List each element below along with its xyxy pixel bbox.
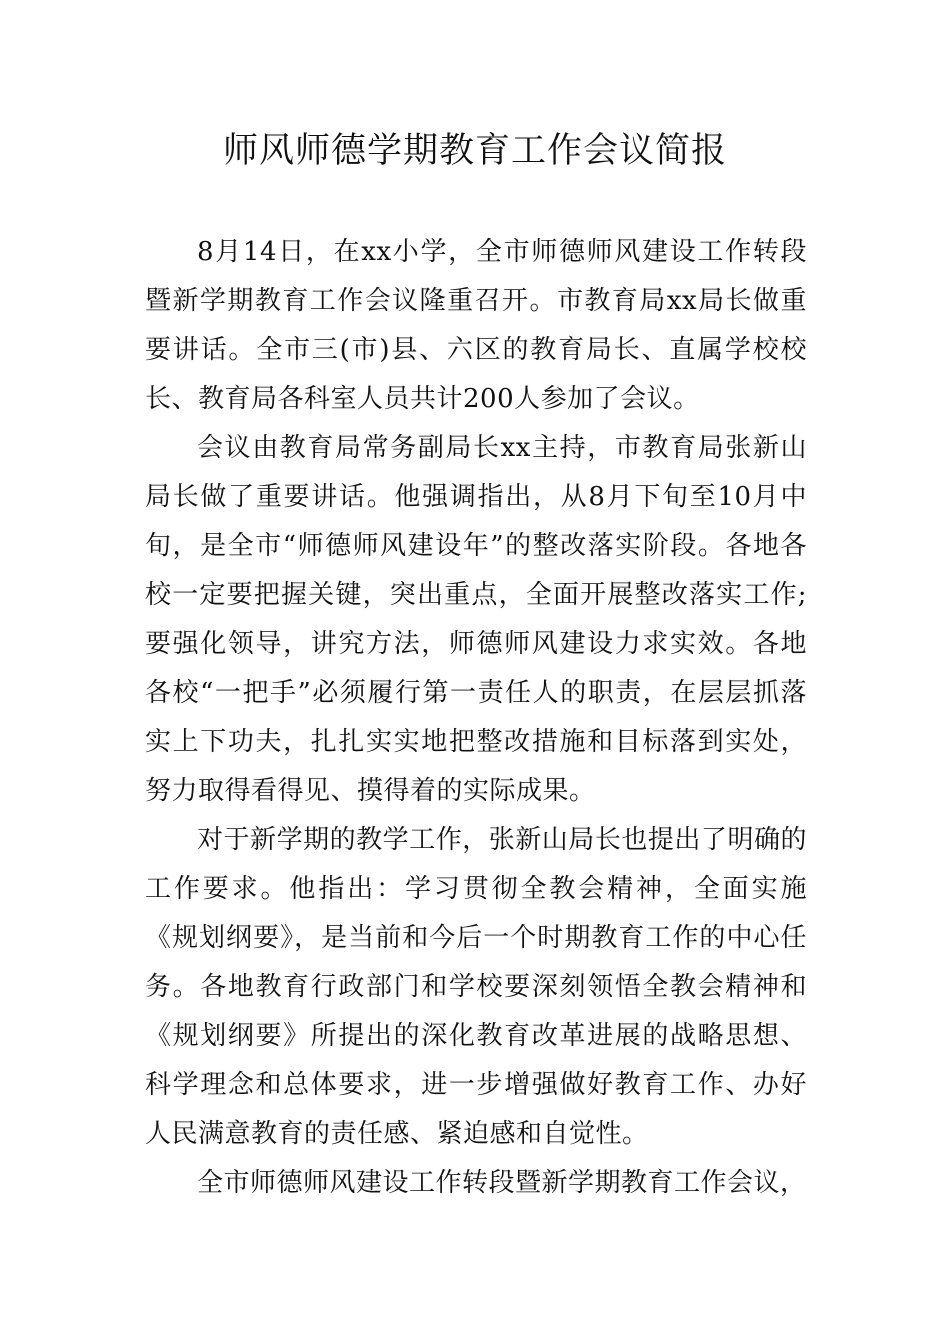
paragraph-4: 全市师德师风建设工作转段暨新学期教育工作会议， [197,1168,807,1198]
document-body [145,228,807,1208]
paragraph-3: 对于新学期的教学工作，张新山局长也提出了明确的工作要求。他指出：学习贯彻全教会精神，全面实施《规划纲要》，是当前和今后一个时期教育工作的中心任务。各地教育行政部门和学校要深刻领悟全教会精神和《规划纲要》所提出的深化教育改革进展的战略思想、科学理念和总体要求，进一步增强做好教育工作、办好人民满意教育的责任感、紧迫感和自觉性。 [145,825,807,1149]
document-title: 师风师德学期教育工作会议简报 [222,131,727,171]
paragraph-2: 会议由教育局常务副局长xx主持，市教育局张新山局长做了重要讲话。他强调指出，从8月下旬至10月中旬，是全市“师德师风建设年”的整改落实阶段。各地各校一定要把握关键，突出重点，全面开展整改落实工作;要强化领导，讲究方法，师德师风建设力求实效。各地各校“一把手”必须履行第一责任人的职责，在层层抓落实上下功夫，扎扎实实地把整改措施和目标落到实处，努力取得看得见、摸得着的实际成果。 [145,433,807,806]
paragraph-1: 8月14日，在xx小学，全市师德师风建设工作转段暨新学期教育工作会议隆重召开。市教育局xx局长做重要讲话。全市三(市)县、六区的教育局长、直属学校校长、教育局各科室人员共计200人参加了会议。 [145,237,807,414]
